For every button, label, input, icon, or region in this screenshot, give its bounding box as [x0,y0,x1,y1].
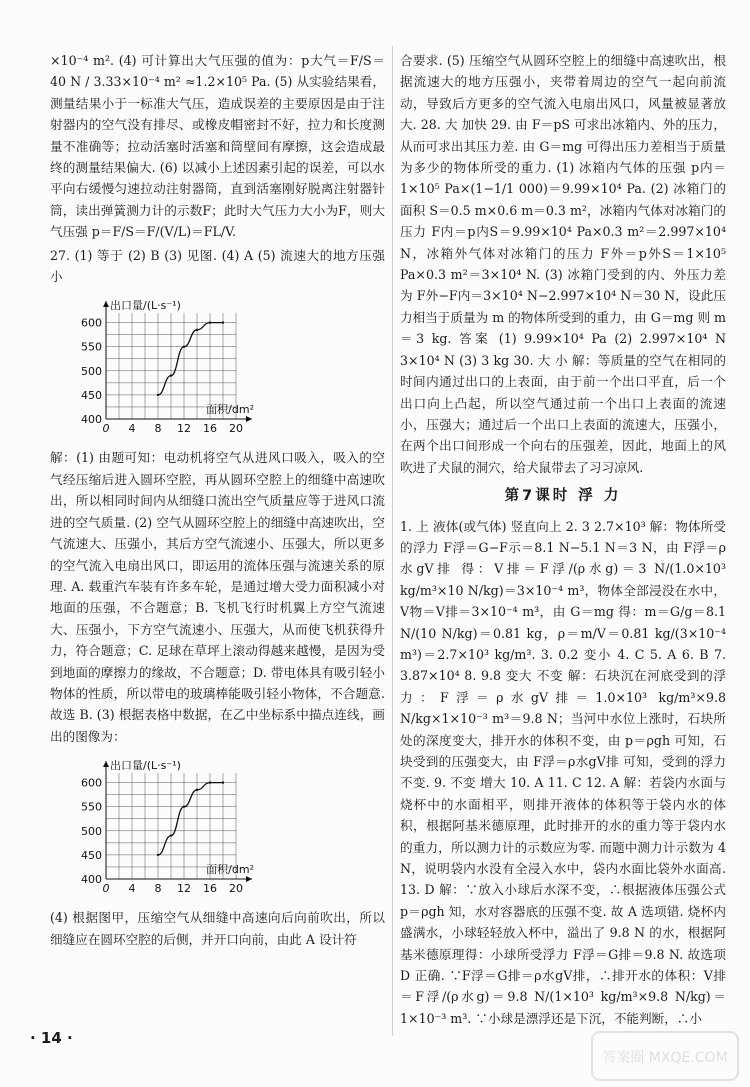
x-axis-label: 面积/dm² [206,403,254,417]
chart-outlet-vs-area-1 [64,291,274,441]
watermark-text: 答案圈 MXQE.COM [602,1050,728,1066]
x-tick-label: 16 [203,882,217,896]
paragraph-27-explanation: 解：(1) 由题可知：电动机将空气从进风口吸入，吸入的空气经压缩后进入圆环空腔，再从圆环空腔上的细缝中高速吹出，所以相同时间内从细缝口流出空气质量应等于进风口流进的空气质量. (2) 空气从圆环空腔上的细缝中高速吹出，空气流速大、压强小，其后方空气流速小、压强大，所以更多的空气流入电扇出风口，即运用的流体压强与流速关系的原理. A. 载重汽车装有许多车轮，是通过增大受力面积减小对地面的压强，不合题意；B. 飞机飞行时机翼上方空气流速大、压强小，下方空气流速小、压强大，从而使飞机获得升力，符合题意；C. 足球在草坪上滚动得越来越慢，是因为受到地面的摩擦力的缘故，不合题意；D. 带电体具有吸引轻小物体的性质，所以带电的玻璃棒能吸引轻小物体，不合题意. 故选 B. (3) 根据表格中数据，在乙中坐标系中描点连线，画出的图像为： [50,450,385,744]
x-tick-label: 20 [229,882,243,896]
y-axis-arrow [103,301,109,307]
data-point [183,806,185,808]
y-axis-arrow [103,761,109,767]
data-point [209,782,211,784]
data-point [157,854,159,856]
data-point [196,329,198,331]
x-tick-label: 0 [102,882,110,896]
x-tick-label: 20 [229,422,243,436]
data-point [222,782,224,784]
data-point [170,375,172,377]
x-axis-arrow [246,876,252,882]
y-tick-label: 500 [81,824,102,838]
right-column [400,50,726,1031]
data-point [157,394,159,396]
x-tick-label: 0 [102,422,110,436]
y-tick-label: 400 [81,413,102,427]
x-tick-label: 8 [154,422,162,436]
x-tick-label: 16 [203,422,217,436]
y-tick-label: 550 [81,341,102,355]
column-divider [392,46,393,1036]
x-tick-label: 12 [177,422,191,436]
watermark-logo [590,1030,740,1082]
y-tick-label: 600 [81,776,102,790]
data-point [183,346,185,348]
x-tick-label: 4 [128,882,136,896]
paragraph-27-part4: (4) 根据图甲，压缩空气从细缝中高速向后向前吹出，所以细缝应在圆环空腔的后侧，并开口向前，由此 A 设计符 [50,910,385,947]
paragraph-28-30-answers: 合要求. (5) 压缩空气从圆环空腔上的细缝中高速吹出，根据流速大的地方压强小，夹带着周边的空气一起向前流动，导致后方更多的空气流入电扇出风口，风量被显著放大. 28. 大 加快 29. 由 F＝pS 可求出冰箱内、外的压力，从而可求出其压力差. 由 G＝mg 可得出压力差相当于质量为多少的物体所受的重力. (1) 冰箱内气体的压强 p内＝1×10⁵ Pa×(1−1/1 000)＝9.99×10⁴ Pa. (2) 冰箱门的面积 S＝0.5 m×0.6 m＝0.3 m²，冰箱内气体对冰箱门的压力 F内＝p内S＝9.99×10⁴ Pa×0.3 m²＝2.997×10⁴ N，冰箱外气体对冰箱门的压力 F外＝p外S＝1×10⁵ Pa×0.3 m²＝3×10⁴ N. (3) 冰箱门受到的内、外压力差为 F外−F内＝3×10⁴ N−2.997×10⁴ N＝30 N，设此压力相当于质量为 m 的物体所受到的重力，由 G＝mg 则 m＝3 kg. 答案 (1) 9.99×10⁴ Pa (2) 2.997×10⁴ N 3×10⁴ N (3) 3 kg 30. 大 小 解：等质量的空气在相同的时间内通过出口的上表面，由于前一个出口平直，后一个出口向上凸起，所以空气通过前一个出口上表面的流速小，压强大；通过后一个出口上表面的流速大，压强小，在两个出口间形成一个向右的压强差，因此，地面上的风吹进了犬鼠的洞穴，给犬鼠带去了习习凉风. [400,53,726,475]
x-axis-arrow [246,416,252,422]
y-tick-label: 500 [81,365,102,379]
chart-outlet-vs-area-2 [64,751,274,901]
data-point [196,789,198,791]
x-tick-label: 12 [177,882,191,896]
y-tick-label: 400 [81,873,102,887]
y-axis-label: 出口量/(L·s⁻¹) [110,299,181,313]
section-title: 第7课时 浮 力 [504,488,622,505]
paragraph-26-continued: ×10⁻⁴ m². (4) 可计算出大气压强的值为：p大气＝F/S＝ 40 N / 3.33×10⁻⁴ m² ≈1.2×10⁵ Pa. (5) 从实验结果看，测量结果小于一标准大气压，造成误差的主要原因是由于注射器内的空气没有排尽、或橡皮帽密封不好，拉力和长度测量不准确等；拉动活塞时活塞和筒壁间有摩擦，这会造成最终的测量结果偏大. (6) 以减小上述因素引起的误差，可以水平向右缓慢匀速拉动注射器筒，直到活塞刚好脱离注射器针筒，读出弹簧测力计的示数F；此时大气压力大小为F，则大气压强 p＝F/S＝F/(V/L)＝FL/V. [50,53,385,240]
y-axis-label: 出口量/(L·s⁻¹) [110,759,181,773]
x-tick-label: 8 [154,882,162,896]
x-axis-label: 面积/dm² [206,863,254,877]
y-tick-label: 550 [81,800,102,814]
paragraph-buoyancy-answers: 1. 上 液体(或气体) 竖直向上 2. 3 2.7×10³ 解：物体所受的浮力 F浮＝G−F示＝8.1 N−5.1 N＝3 N，由 F浮＝ρ水gV排 得：V排＝F浮/(ρ水g)＝3 N/(1.0×10³ kg/m³×10 N/kg)＝3×10⁻⁴ m³，物体全部浸没在水中，V物＝V排＝3×10⁻⁴ m³，由 G＝mg 得：m＝G/g＝8.1 N/(10 N/kg)＝0.81 kg，ρ＝m/V＝0.81 kg/(3×10⁻⁴ m³)＝2.7×10³ kg/m³. 3. 0.2 变小 4. C 5. A 6. B 7. 3.87×10⁴ 8. 9.8 变大 不变 解：石块沉在河底受到的浮力：F浮＝ρ水gV排＝1.0×10³ kg/m³×9.8 N/kg×1×10⁻³ m³＝9.8 N；当河中水位上涨时，石块所处的深度变大，排开水的体积不变，由 p＝ρgh 可知，石块受到的压强变大，由 F浮＝ρ水gV排 可知，受到的浮力不变. 9. 不变 增大 10. A 11. C 12. A 解：若袋内水面与烧杯中的水面相平，则排开液体的体积等于袋内水的体积，根据阿基米德原理，此时排开的水的重力等于袋内水的重力，所以测力计的示数应为零. 而题中测力计示数为 4 N，说明袋内水没有全浸入水中，袋内水面比袋外水面高. 13. D 解：∵放入小球后水深不变，∴根据液体压强公式 p＝ρgh 知，水对容器底的压强不变. 故 A 选项错. 烧杯内盛满水，小球轻轻放入杯中，溢出了 9.8 N 的水，根据阿基米德原理得：小球所受浮力 F浮＝G排＝9.8 N. 故选项 D 正确. ∵F浮＝G排＝ρ水gV排，∴排开水的体积：V排＝F浮/(ρ水g)＝9.8 N/(1×10³ kg/m³×9.8 N/kg)＝1×10⁻³ m³. ∵小球是漂浮还是下沉，不能判断，∴小 [400,518,726,1026]
data-point [222,322,224,324]
page-number: · 14 · [30,1029,73,1047]
y-tick-label: 450 [81,849,102,863]
data-point [209,322,211,324]
data-point [170,835,172,837]
paragraph-27-answers: 27. (1) 等于 (2) B (3) 见图. (4) A (5) 流速大的地方压强小 [50,247,385,285]
x-tick-label: 4 [128,422,136,436]
y-tick-label: 600 [81,317,102,331]
y-tick-label: 450 [81,389,102,403]
left-column [50,50,385,952]
